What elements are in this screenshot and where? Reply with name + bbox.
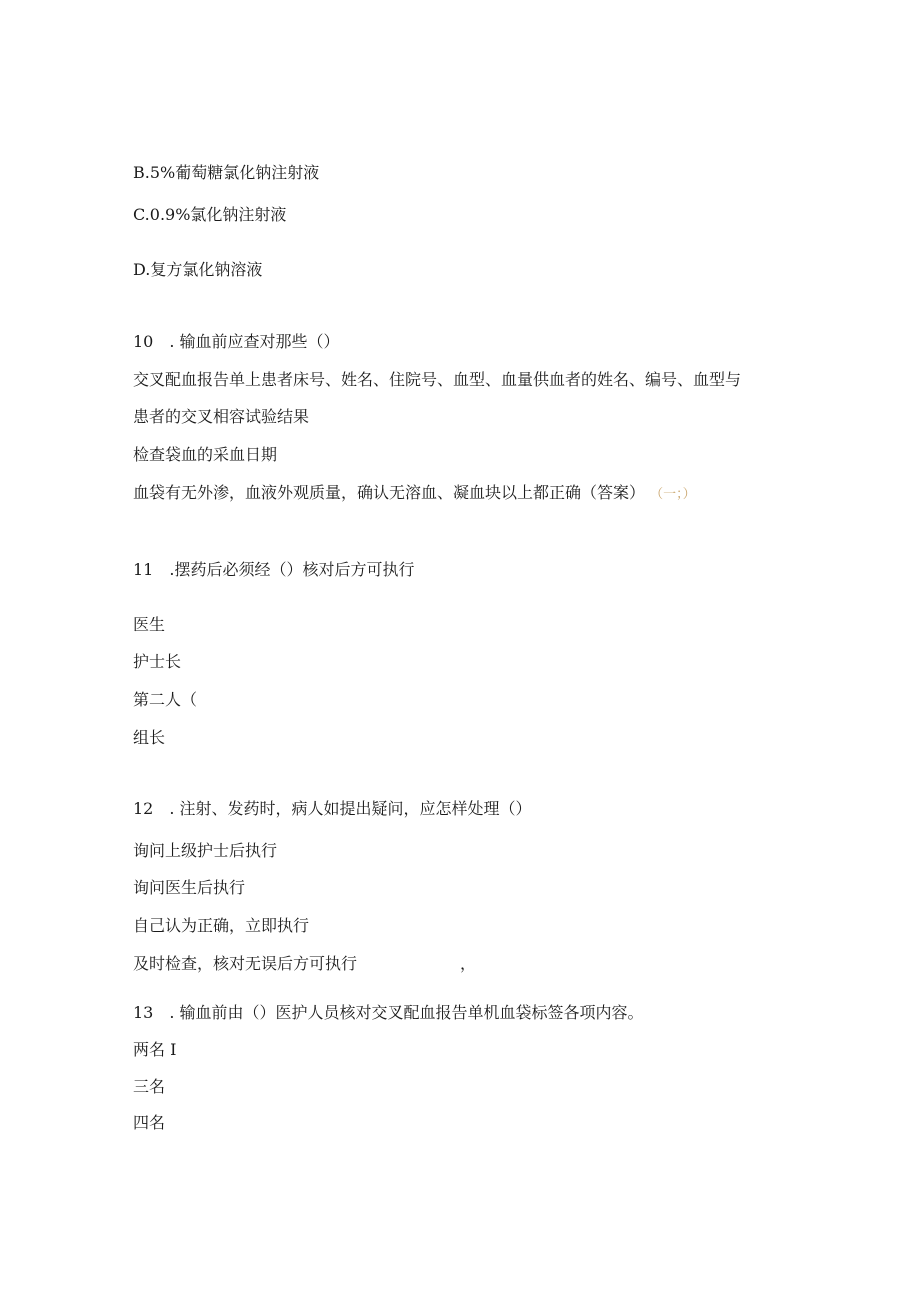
q10-option-c: 血袋有无外渗，血液外观质量，确认无溶血、凝血块以上都正确（答案） <box>133 483 646 502</box>
q12-trailing-mark: ， <box>460 954 477 973</box>
q9-option-c: C.0.9%氯化钠注射液 <box>133 205 287 224</box>
q10-option-b: 检查袋血的采血日期 <box>133 445 278 464</box>
q11-option: 组长 <box>133 728 166 747</box>
q13-option: 三名 <box>133 1077 166 1096</box>
q12-option: 自己认为正确，立即执行 <box>133 916 310 935</box>
q13-option: 四名 <box>133 1113 166 1132</box>
q11-stem: 11 .摆药后必须经（）核对后方可执行 <box>133 560 415 579</box>
q11-option: 医生 <box>133 615 166 634</box>
q12-option: 询问上级护士后执行 <box>133 841 278 860</box>
q12-option: 及时检查，核对无误后方可执行 <box>133 954 358 973</box>
q10-answer-mark: （一；） <box>650 487 696 502</box>
q10-stem: 10 . 输血前应查对那些（） <box>133 332 340 351</box>
q11-option: 护士长 <box>133 652 182 671</box>
q13-option: 两名 I <box>133 1040 177 1059</box>
q10-option-a-line2: 患者的交叉相容试验结果 <box>133 407 310 426</box>
q10-option-a-line1: 交叉配血报告单上患者床号、姓名、住院号、血型、血量供血者的姓名、编号、血型与 <box>133 370 742 389</box>
q12-stem: 12 . 注射、发药时，病人如提出疑问，应怎样处理（） <box>133 799 532 818</box>
q10-option-c-row <box>133 483 696 505</box>
q13-stem: 13 . 输血前由（）医护人员核对交叉配血报告单机血袋标签各项内容。 <box>133 1003 644 1022</box>
q9-option-d: D.复方氯化钠溶液 <box>133 260 263 279</box>
q9-option-b: B.5%葡萄糖氯化钠注射液 <box>133 163 320 182</box>
q11-option: 第二人（ <box>133 690 198 709</box>
q12-option: 询问医生后执行 <box>133 878 246 897</box>
